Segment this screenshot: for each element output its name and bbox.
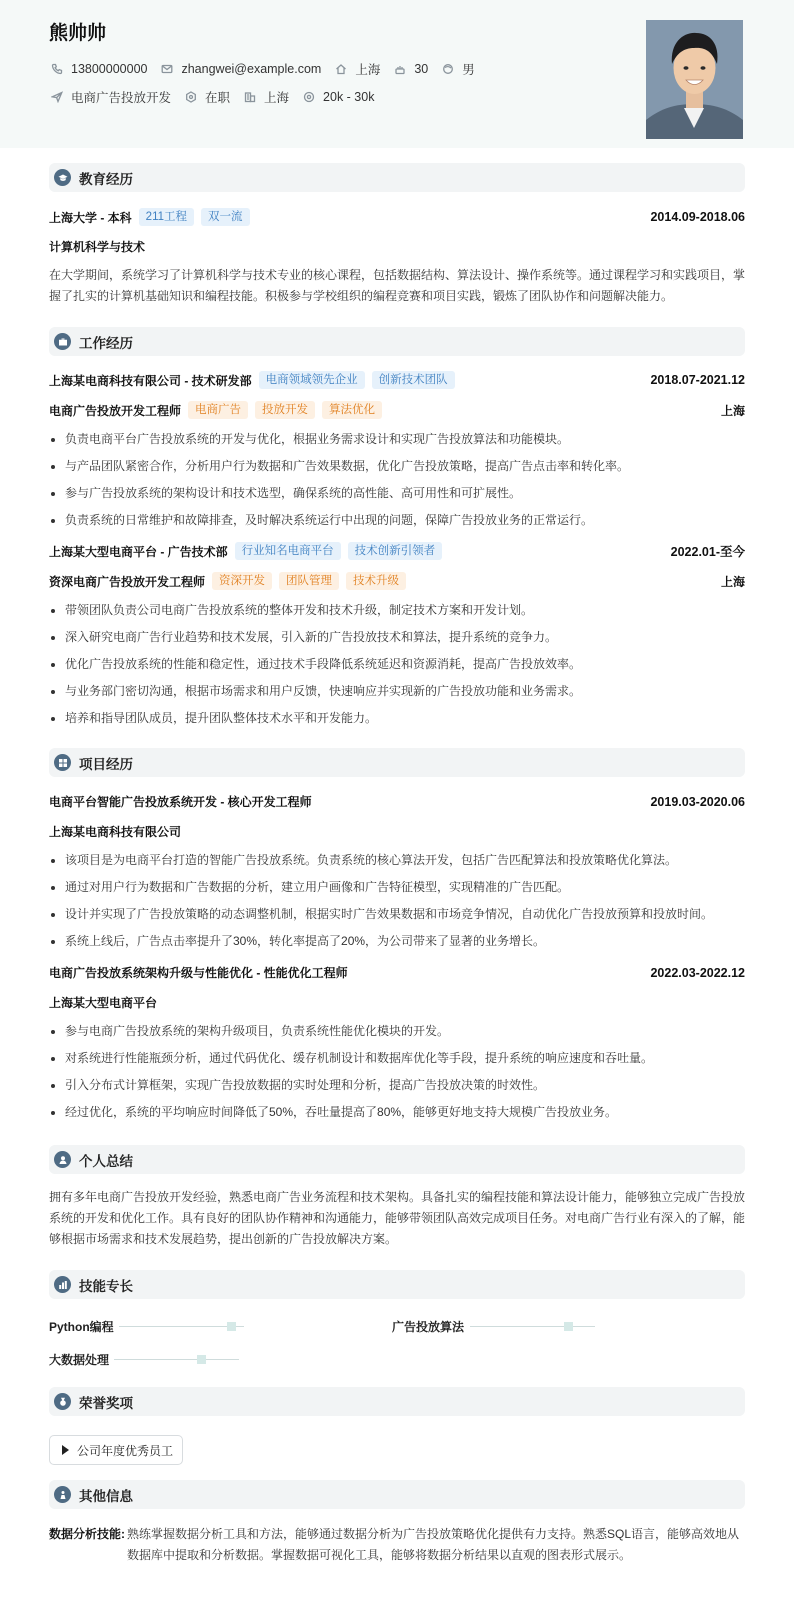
summary-text: 拥有多年电商广告投放开发经验，熟悉电商广告业务流程和技术架构。具备扎实的编程技能和算法设计能力，能够独立完成广告投放系统的开发和优化工作。具有良好的团队协作精神和沟通能力，能够带领团队高效完成项目任务。对电商广告行业有深入的了解，能够根据市场需求和技术发展趋势，提出创新的广告投放解决方案。	[49, 1190, 746, 1246]
home-icon	[335, 63, 347, 75]
user-icon	[54, 1151, 71, 1168]
gender-text: 男	[462, 63, 475, 77]
list-item: 经过优化，系统的平均响应时间降低了50%，吞吐量提高了80%，能够更好地支持大规模广告投放业务。	[49, 1099, 745, 1126]
section-title: 技能专长	[79, 1278, 133, 1294]
school-tag: 211工程	[139, 208, 194, 226]
skill-name: 大数据处理	[49, 1352, 110, 1367]
major-row	[49, 238, 745, 255]
triangle-right-icon	[62, 1445, 69, 1455]
company-name: 上海某大型电商平台 - 广告技术部	[49, 544, 228, 559]
job-role: 资深电商广告投放开发工程师	[49, 574, 206, 589]
hexagon-icon	[185, 91, 197, 103]
skill-name: Python编程	[49, 1319, 114, 1334]
medal-icon	[54, 1393, 71, 1410]
job-bullets	[49, 597, 745, 732]
city-text: 上海	[355, 63, 381, 77]
skill-level-marker	[197, 1355, 206, 1364]
section-projects	[49, 748, 745, 777]
skill-level-marker	[227, 1322, 236, 1331]
phone-icon	[51, 63, 63, 75]
coin-icon	[303, 91, 315, 103]
phone-text: 13800000000	[71, 62, 148, 76]
list-item: 培养和指导团队成员，提升团队整体技术水平和开发能力。	[49, 705, 745, 732]
skill-track	[470, 1326, 595, 1327]
list-item: 优化广告投放系统的性能和稳定性，通过技术手段降低系统延迟和资源消耗，提高广告投放效率。	[49, 651, 745, 678]
section-title: 其他信息	[79, 1488, 133, 1504]
job-bullets	[49, 426, 745, 534]
job-role: 电商广告投放开发工程师	[49, 403, 182, 418]
role-tag: 团队管理	[279, 572, 339, 590]
list-item: 该项目是为电商平台打造的智能广告投放系统。负责系统的核心算法开发，包括广告匹配算法和投放策略优化算法。	[49, 847, 745, 874]
job-date: 2022.01-至今	[670, 545, 745, 559]
skill-item	[49, 1318, 249, 1334]
role-tag: 电商广告	[188, 401, 248, 419]
grid-icon	[54, 754, 71, 771]
section-education	[49, 163, 745, 192]
list-item: 对系统进行性能瓶颈分析，通过代码优化、缓存机制设计和数据库优化等手段，提升系统的响应速度和吞吐量。	[49, 1045, 745, 1072]
job-city: 上海	[720, 403, 745, 418]
work-city-text: 上海	[264, 91, 290, 105]
project-name: 电商平台智能广告投放系统开发 - 核心开发工程师	[49, 795, 312, 809]
education-description: 在大学期间，系统学习了计算机科学与技术专业的核心课程，包括数据结构、算法设计、操作系统等。通过课程学习和实践项目，掌握了扎实的计算机基础知识和编程技能。积极参与学校组织的编程竞赛和项目实践，锻炼了团队协作和问题解决能力。	[49, 268, 746, 303]
list-item: 深入研究电商广告行业趋势和技术发展，引入新的广告投放技术和算法，提升系统的竞争力。	[49, 624, 745, 651]
company-tag: 技术创新引领者	[348, 542, 443, 560]
section-summary	[49, 1145, 745, 1174]
project-date: 2022.03-2022.12	[650, 965, 745, 980]
section-awards	[49, 1387, 745, 1416]
section-title: 工作经历	[79, 335, 133, 351]
phone-item	[51, 62, 147, 76]
role-tag: 技术升级	[346, 572, 406, 590]
project-org-row	[49, 994, 745, 1011]
list-item: 引入分布式计算框架，实现广告投放数据的实时处理和分析，提高广告投放决策的时效性。	[49, 1072, 745, 1099]
project-date: 2019.03-2020.06	[650, 794, 745, 809]
job-role-row	[49, 401, 745, 419]
list-item: 负责电商平台广告投放系统的开发与优化，根据业务需求设计和实现广告投放算法和功能模块。	[49, 426, 745, 453]
age-item	[394, 62, 428, 76]
position-item	[51, 88, 171, 106]
status-item	[185, 88, 230, 106]
award-item	[49, 1435, 183, 1465]
list-item: 与产品团队紧密合作，分析用户行为数据和广告效果数据，优化广告投放策略，提高广告点击率和转化率。	[49, 453, 745, 480]
list-item: 负责系统的日常维护和故障排查，及时解决系统运行中出现的问题，保障广告投放业务的正常运行。	[49, 507, 745, 534]
contact-row	[51, 60, 489, 78]
person-icon	[54, 1486, 71, 1503]
section-work	[49, 327, 745, 356]
section-skills	[49, 1270, 745, 1299]
role-tag: 资深开发	[212, 572, 272, 590]
skill-name: 广告投放算法	[392, 1319, 465, 1334]
education-date: 2014.09-2018.06	[650, 210, 745, 224]
skill-track	[119, 1326, 244, 1327]
skill-item	[392, 1318, 602, 1334]
candidate-name: 熊帅帅	[49, 23, 107, 44]
skill-item	[49, 1351, 249, 1367]
school-tag: 双一流	[201, 208, 250, 226]
mail-icon	[161, 63, 173, 75]
gender-icon	[442, 63, 454, 75]
building-icon	[244, 91, 256, 103]
project-name: 电商广告投放系统架构升级与性能优化 - 性能优化工程师	[49, 966, 348, 980]
company-tag: 电商领域领先企业	[259, 371, 365, 389]
list-item: 系统上线后，广告点击率提升了30%，转化率提高了20%，为公司带来了显著的业务增长。	[49, 928, 745, 955]
list-item: 通过对用户行为数据和广告数据的分析，建立用户画像和广告特征模型，实现精准的广告匹配。	[49, 874, 745, 901]
graduation-cap-icon	[54, 169, 71, 186]
email-text: zhangwei@example.com	[181, 62, 322, 76]
list-item: 参与电商广告投放系统的架构升级项目，负责系统性能优化模块的开发。	[49, 1018, 745, 1045]
school-name: 上海大学 - 本科	[49, 210, 132, 225]
avatar-photo	[646, 20, 743, 139]
list-item: 与业务部门密切沟通，根据市场需求和用户反馈，快速响应并实现新的广告投放功能和业务需求。	[49, 678, 745, 705]
list-item: 参与广告投放系统的架构设计和技术选型，确保系统的高性能、高可用性和可扩展性。	[49, 480, 745, 507]
other-info-row	[49, 1524, 745, 1566]
position-text: 电商广告投放开发	[71, 91, 172, 105]
bar-chart-icon	[54, 1276, 71, 1293]
education-header-row	[49, 208, 745, 226]
project-org: 上海某大型电商平台	[49, 996, 158, 1010]
section-title: 荣誉奖项	[79, 1395, 133, 1411]
project-bullets	[49, 847, 745, 955]
status-text: 在职	[205, 91, 231, 105]
major-name: 计算机科学与技术	[49, 240, 146, 254]
project-org-row	[49, 823, 745, 840]
project-org: 上海某电商科技有限公司	[49, 825, 182, 839]
email-item	[161, 62, 321, 76]
project-bullets	[49, 1018, 745, 1126]
gender-item	[442, 60, 475, 78]
briefcase-icon	[54, 333, 71, 350]
job-role-row	[49, 572, 745, 590]
section-title: 个人总结	[79, 1153, 133, 1169]
skill-track	[114, 1359, 239, 1360]
company-tag: 创新技术团队	[372, 371, 455, 389]
work-city-item	[244, 88, 289, 106]
job-city: 上海	[720, 574, 745, 589]
company-tag: 行业知名电商平台	[235, 542, 341, 560]
project-header-row	[49, 793, 745, 810]
job-intent-row	[51, 88, 388, 106]
section-title: 项目经历	[79, 756, 133, 772]
role-tag: 投放开发	[255, 401, 315, 419]
job-date: 2018.07-2021.12	[650, 373, 745, 387]
project-header-row	[49, 964, 745, 981]
role-tag: 算法优化	[322, 401, 382, 419]
city-item	[335, 60, 380, 78]
section-other	[49, 1480, 745, 1509]
company-name: 上海某电商科技有限公司 - 技术研发部	[49, 373, 252, 388]
other-label: 数据分析技能:	[49, 1527, 125, 1541]
skill-level-marker	[564, 1322, 573, 1331]
cake-icon	[394, 63, 406, 75]
salary-text: 20k - 30k	[323, 90, 375, 104]
job-company-row	[49, 542, 745, 560]
list-item: 设计并实现了广告投放策略的动态调整机制，根据实时广告效果数据和市场竞争情况，自动优化广告投放预算和投放时间。	[49, 901, 745, 928]
list-item: 带领团队负责公司电商广告投放系统的整体开发和技术升级，制定技术方案和开发计划。	[49, 597, 745, 624]
job-company-row	[49, 371, 745, 389]
section-title: 教育经历	[79, 171, 133, 187]
resume-header	[0, 0, 794, 148]
salary-item	[303, 90, 374, 104]
award-name: 公司年度优秀员工	[77, 1443, 174, 1458]
age-text: 30	[414, 62, 429, 76]
other-text: 熟练掌握数据分析工具和方法，能够通过数据分析为广告投放策略优化提供有力支持。熟悉SQL语言，能够高效地从数据库中提取和分析数据。掌握数据可视化工具，能够将数据分析结果以直观的图表形式展示。	[127, 1527, 740, 1562]
send-icon	[51, 91, 63, 103]
